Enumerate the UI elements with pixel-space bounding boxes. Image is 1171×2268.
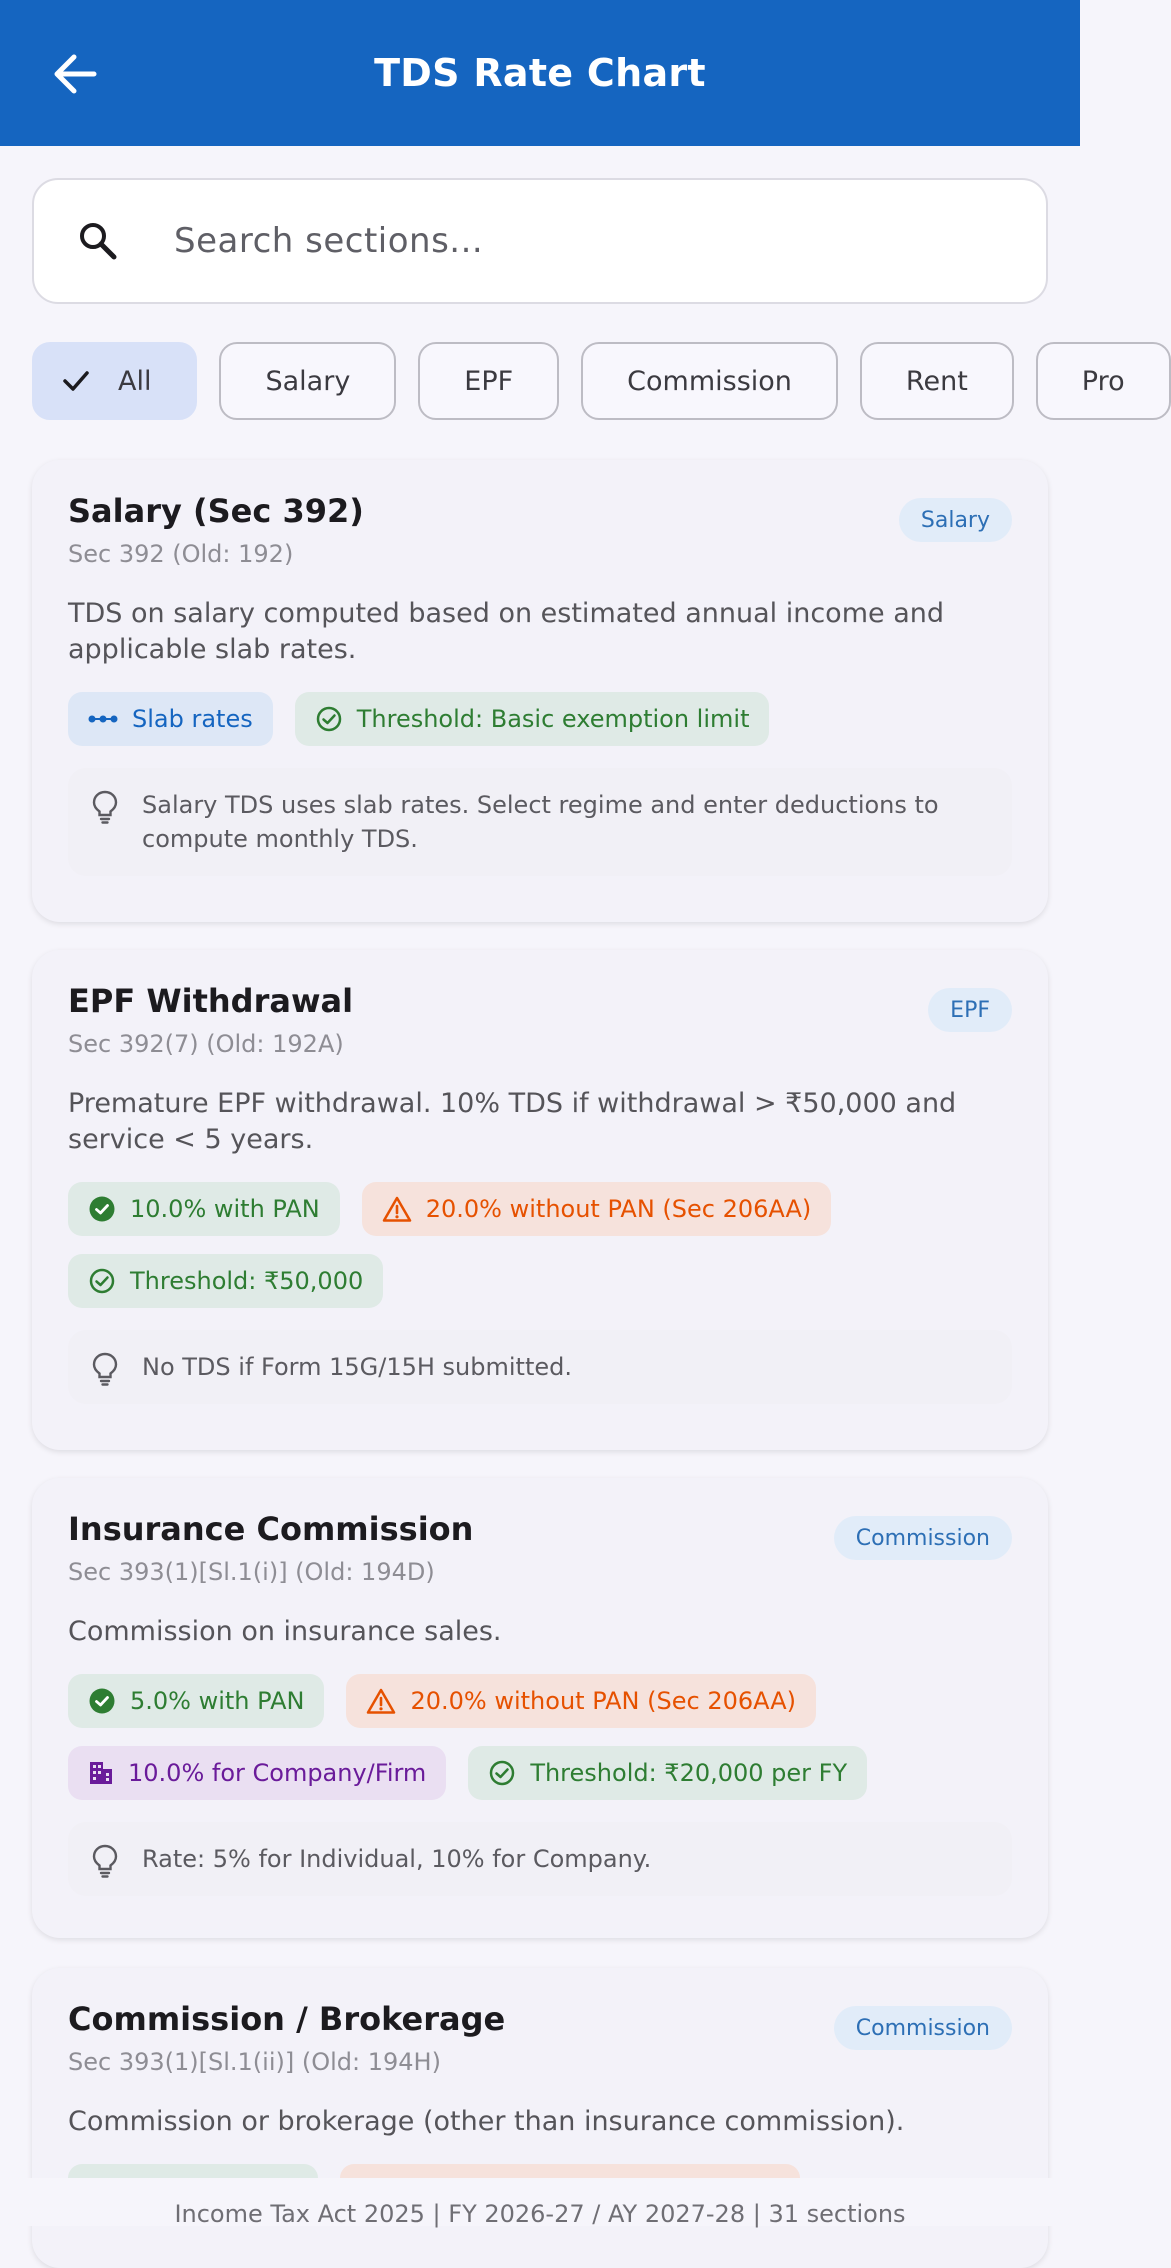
building-icon xyxy=(88,1760,114,1786)
back-button[interactable] xyxy=(44,44,104,104)
rate-with-pan-tag: 10.0% with PAN xyxy=(68,1182,340,1236)
section-list xyxy=(32,460,1048,2178)
chip-salary[interactable]: Salary xyxy=(219,342,396,420)
card-title: Salary (Sec 392) xyxy=(68,492,364,530)
card-note: Salary TDS uses slab rates. Select regime and enter deductions to compute monthly TDS. xyxy=(68,768,1012,876)
app-bar xyxy=(0,0,1080,146)
card-section: Sec 392 (Old: 192) xyxy=(68,540,294,568)
footer-summary: Income Tax Act 2025 | FY 2026-27 / AY 2027-28 | 31 sections xyxy=(0,2178,1080,2226)
chip-commission[interactable]: Commission xyxy=(581,342,838,420)
check-circle-outline-icon xyxy=(88,1267,116,1295)
lightbulb-icon xyxy=(92,790,118,824)
card-description: TDS on salary computed based on estimated annual income and applicable slab rates. xyxy=(68,598,944,665)
threshold-tag: Threshold: ₹50,000 xyxy=(68,1254,383,1308)
section-card[interactable] xyxy=(32,950,1048,1450)
rate-with-pan-tag: 5.0% with PAN xyxy=(68,1674,324,1728)
threshold-tag: Threshold: ₹20,000 per FY xyxy=(468,1746,867,1800)
lightbulb-icon xyxy=(92,1352,118,1386)
threshold-tag: Threshold: Basic exemption limit xyxy=(295,692,770,746)
card-note: Rate: 5% for Individual, 10% for Company. xyxy=(68,1822,1012,1896)
card-title: Commission / Brokerage xyxy=(68,2000,506,2038)
lightbulb-icon xyxy=(92,1844,118,1878)
rate-without-pan-tag: 20.0% without PAN (Sec 206AA) xyxy=(346,1674,816,1728)
section-card[interactable] xyxy=(32,460,1048,922)
card-description: Premature EPF withdrawal. 10% TDS if withdrawal > ₹50,000 and service < 5 years. xyxy=(68,1088,957,1155)
filter-chips xyxy=(32,342,1125,420)
chip-pro[interactable]: Pro xyxy=(1036,342,1171,420)
chip-rent[interactable]: Rent xyxy=(860,342,1014,420)
check-circle-filled-icon xyxy=(88,1195,116,1223)
check-circle-filled-icon xyxy=(88,1687,116,1715)
card-section: Sec 393(1)[Sl.1(ii)] (Old: 194H) xyxy=(68,2048,441,2076)
card-section: Sec 393(1)[Sl.1(i)] (Old: 194D) xyxy=(68,1558,435,1586)
section-card[interactable] xyxy=(32,1478,1048,1938)
warning-icon xyxy=(382,1195,412,1223)
card-note: No TDS if Form 15G/15H submitted. xyxy=(68,1330,1012,1404)
search-icon xyxy=(78,221,118,261)
rate-tag: Slab rates xyxy=(68,692,273,746)
category-badge: EPF xyxy=(928,988,1012,1032)
category-badge: Commission xyxy=(834,2006,1012,2050)
page-title: TDS Rate Chart xyxy=(374,51,706,95)
card-title: Insurance Commission xyxy=(68,1510,474,1548)
check-icon xyxy=(62,370,90,392)
card-section: Sec 392(7) (Old: 192A) xyxy=(68,1030,344,1058)
search-placeholder: Search sections... xyxy=(174,221,484,261)
search-input[interactable] xyxy=(32,178,1048,304)
slab-dots-icon xyxy=(88,713,118,725)
card-title: EPF Withdrawal xyxy=(68,982,354,1020)
company-rate-tag: 10.0% for Company/Firm xyxy=(68,1746,446,1800)
chip-all[interactable]: All xyxy=(32,342,197,420)
category-badge: Commission xyxy=(834,1516,1012,1560)
arrow-back-icon xyxy=(52,54,96,94)
chip-epf[interactable]: EPF xyxy=(418,342,559,420)
category-badge: Salary xyxy=(899,498,1012,542)
rate-without-pan-tag: 20.0% without PAN (Sec 206AA) xyxy=(362,1182,832,1236)
check-circle-outline-icon xyxy=(315,705,343,733)
check-circle-outline-icon xyxy=(488,1759,516,1787)
card-description: Commission on insurance sales. xyxy=(68,1616,502,1647)
warning-icon xyxy=(366,1687,396,1715)
card-description: Commission or brokerage (other than insurance commission). xyxy=(68,2106,905,2137)
